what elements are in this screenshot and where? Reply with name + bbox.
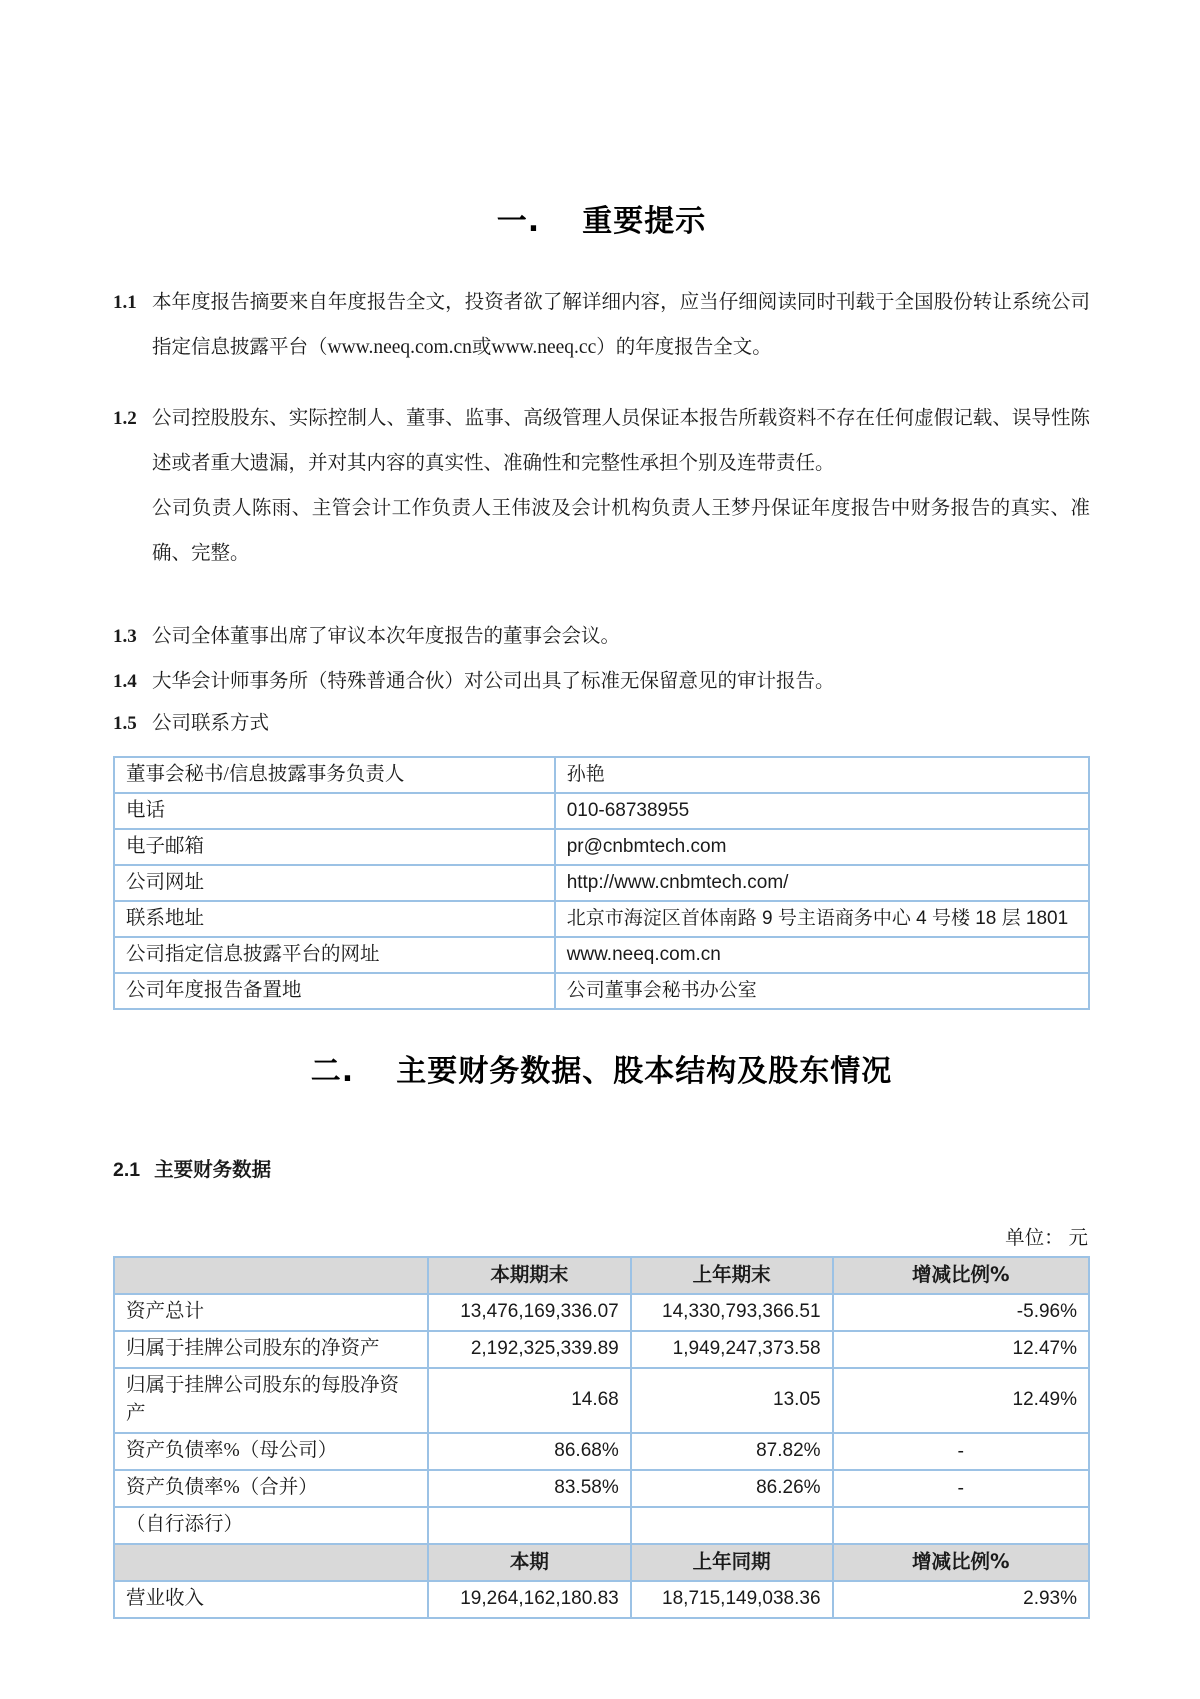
item-number: 1.1 (113, 292, 137, 313)
table-header-row (114, 1257, 1089, 1294)
row-label: 公司指定信息披露平台的网址 (114, 937, 555, 973)
col-header-prior-period-end: 上年期末 (631, 1257, 833, 1294)
cell-change: -5.96% (833, 1294, 1089, 1331)
cell-change: 12.49% (833, 1368, 1089, 1433)
table-row (114, 793, 1089, 829)
cell-current: 2,192,325,339.89 (428, 1331, 631, 1368)
row-value: www.neeq.com.cn (555, 937, 1089, 973)
cell-current (428, 1507, 631, 1544)
table-row (114, 1433, 1089, 1470)
table-header-row (114, 1544, 1089, 1581)
subsection-2-1-heading (113, 1154, 1090, 1182)
col-header-empty (114, 1257, 428, 1294)
contact-table (113, 756, 1090, 1010)
item-number: 1.5 (113, 713, 137, 734)
section2-title (113, 1046, 1090, 1090)
cell-current: 14.68 (428, 1368, 631, 1433)
section2-number: 二. (310, 1054, 355, 1089)
item-paragraph-2: 公司负责人陈雨、主管会计工作负责人王伟波及会计机构负责人王梦丹保证年度报告中财务报告的真实、准确、完整。 (152, 498, 1090, 564)
row-label: 营业收入 (114, 1581, 428, 1618)
item-number: 1.3 (113, 626, 137, 647)
row-value: pr@cnbmtech.com (555, 829, 1089, 865)
row-label: 归属于挂牌公司股东的净资产 (114, 1331, 428, 1368)
list-item-1-1 (113, 280, 1090, 370)
row-label: （自行添行） (114, 1507, 428, 1544)
cell-change: 12.47% (833, 1331, 1089, 1368)
cell-change (833, 1507, 1089, 1544)
cell-current: 86.68% (428, 1433, 631, 1470)
row-label: 联系地址 (114, 901, 555, 937)
item-paragraph-1: 公司控股股东、实际控制人、董事、监事、高级管理人员保证本报告所载资料不存在任何虚假记载、误导性陈述或者重大遗漏，并对其内容的真实性、准确性和完整性承担个别及连带责任。 (152, 408, 1090, 474)
row-label: 资产负债率%（母公司） (114, 1433, 428, 1470)
table-row (114, 865, 1089, 901)
row-value: 孙艳 (555, 757, 1089, 793)
table-row (114, 1507, 1089, 1544)
cell-prior (631, 1507, 833, 1544)
item-text: 公司全体董事出席了审议本次年度报告的董事会会议。 (152, 626, 621, 647)
col-header-current-period-end: 本期期末 (428, 1257, 631, 1294)
section1-title-text: 重要提示 (582, 204, 707, 239)
row-value: http://www.cnbmtech.com/ (555, 865, 1089, 901)
financial-data-table (113, 1256, 1090, 1619)
row-value: 010-68738955 (555, 793, 1089, 829)
cell-change: - (833, 1470, 1089, 1507)
row-label: 电话 (114, 793, 555, 829)
row-label: 资产总计 (114, 1294, 428, 1331)
col-header-change-percent: 增减比例% (833, 1257, 1089, 1294)
cell-current: 83.58% (428, 1470, 631, 1507)
row-label: 归属于挂牌公司股东的每股净资产 (114, 1368, 428, 1433)
col-header-current-period: 本期 (428, 1544, 631, 1581)
row-label: 电子邮箱 (114, 829, 555, 865)
col-header-prior-period: 上年同期 (631, 1544, 833, 1581)
cell-current: 19,264,162,180.83 (428, 1581, 631, 1618)
table-row (114, 1368, 1089, 1433)
col-header-change-percent: 增减比例% (833, 1544, 1089, 1581)
cell-change: - (833, 1433, 1089, 1470)
item-text: 大华会计师事务所（特殊普通合伙）对公司出具了标准无保留意见的审计报告。 (152, 671, 835, 692)
item-text: 本年度报告摘要来自年度报告全文，投资者欲了解详细内容，应当仔细阅读同时刊载于全国股份转让系统公司指定信息披露平台（www.neeq.com.cn或www.neeq.cc）的年度报告全文。 (152, 292, 1090, 358)
col-header-empty (114, 1544, 428, 1581)
table-row (114, 1294, 1089, 1331)
row-label: 公司网址 (114, 865, 555, 901)
row-value: 公司董事会秘书办公室 (555, 973, 1089, 1009)
item-text (152, 396, 1090, 576)
cell-prior: 14,330,793,366.51 (631, 1294, 833, 1331)
subsection-number: 2.1 (113, 1159, 141, 1181)
item-number: 1.4 (113, 671, 137, 692)
item-number: 1.2 (113, 408, 137, 429)
cell-current: 13,476,169,336.07 (428, 1294, 631, 1331)
table-row (114, 829, 1089, 865)
section1-title (113, 196, 1090, 240)
table-row (114, 901, 1089, 937)
cell-change: 2.93% (833, 1581, 1089, 1618)
list-item-1-4 (113, 659, 1090, 704)
row-value: 北京市海淀区首体南路 9 号主语商务中心 4 号楼 18 层 1801 (555, 901, 1089, 937)
section1-number: 一. (496, 204, 541, 239)
cell-prior: 13.05 (631, 1368, 833, 1433)
cell-prior: 87.82% (631, 1433, 833, 1470)
table-row (114, 1470, 1089, 1507)
table-row (114, 757, 1089, 793)
table-row (114, 1331, 1089, 1368)
cell-prior: 1,949,247,373.58 (631, 1331, 833, 1368)
table-row (114, 937, 1089, 973)
list-item-1-2 (113, 396, 1090, 576)
section2-title-text: 主要财务数据、股本结构及股东情况 (396, 1054, 893, 1089)
table-row (114, 973, 1089, 1009)
unit-label: 单位： 元 (1005, 1228, 1088, 1249)
list-item-1-5 (113, 704, 1090, 744)
subsection-title-text: 主要财务数据 (154, 1158, 272, 1181)
row-label: 董事会秘书/信息披露事务负责人 (114, 757, 555, 793)
table-row (114, 1581, 1089, 1618)
item-text: 公司联系方式 (152, 713, 270, 734)
cell-prior: 18,715,149,038.36 (631, 1581, 833, 1618)
row-label: 资产负债率%（合并） (114, 1470, 428, 1507)
list-item-1-3 (113, 614, 1090, 659)
cell-prior: 86.26% (631, 1470, 833, 1507)
row-label: 公司年度报告备置地 (114, 973, 555, 1009)
